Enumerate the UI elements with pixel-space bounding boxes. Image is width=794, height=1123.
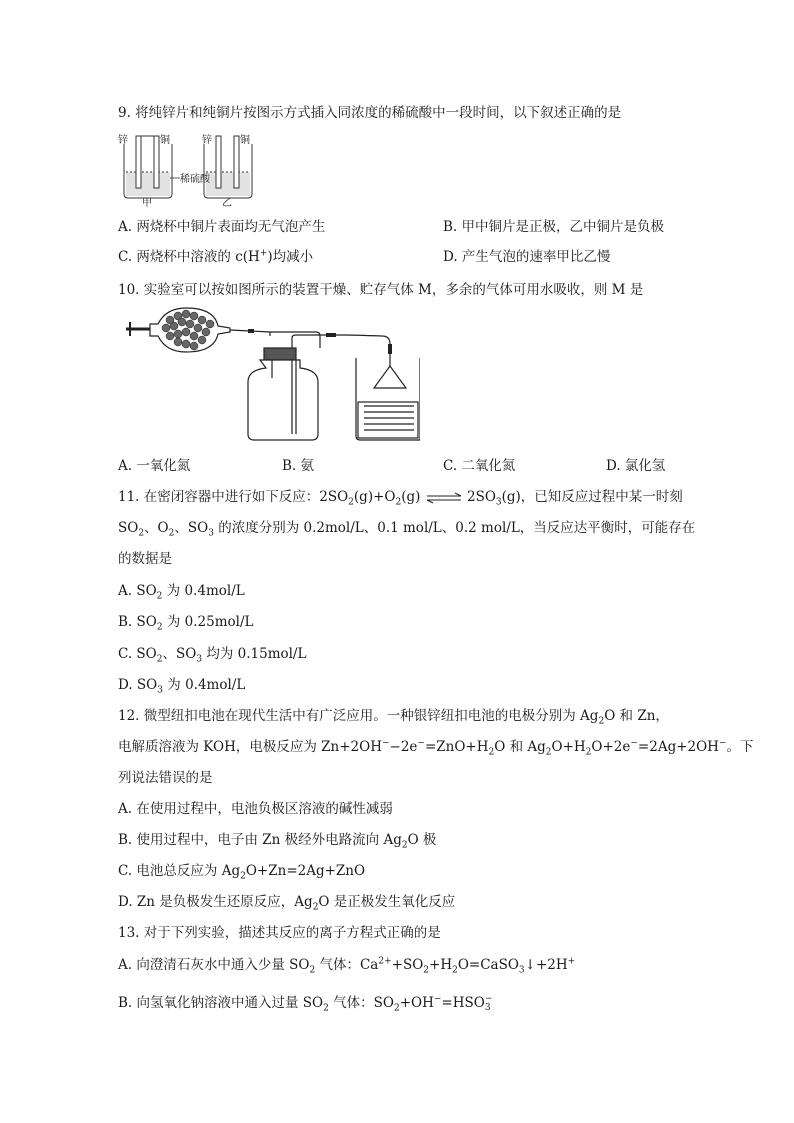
label-beaker-a: 甲 — [142, 198, 152, 207]
q11-option-c: C. $SO_2$、$SO_3$ 均为 0.15mol/L — [118, 646, 307, 665]
q9-option-a: A. 两烧杯中铜片表面均无气泡产生 — [118, 219, 326, 235]
q9-stem: 9. 将纯锌片和纯铜片按图示方式插入同浓度的稀硫酸中一段时间，以下叙述正确的是 — [118, 105, 622, 121]
label-acid: 稀硫酸 — [180, 174, 210, 185]
q9-option-b: B. 甲中铜片是正极，乙中铜片是负极 — [443, 219, 665, 235]
q10-option-d: D. 氯化氢 — [606, 458, 666, 474]
q10-option-b: B. 氨 — [282, 458, 315, 474]
q13-option-b: B. 向氢氧化钠溶液中通入过量 $SO_2$ 气体：$SO_2+OH^-=HSO$ − 3 — [118, 993, 493, 1014]
q9-figure-beakers — [118, 132, 268, 207]
q10-option-a: A. 一氧化氮 — [118, 458, 191, 474]
q12-option-d: D. Zn 是负极发生还原反应，$Ag_2O$ 是正极发生氧化反应 — [118, 894, 456, 913]
label-beaker-b: 乙 — [222, 198, 232, 207]
q9-option-c: C. 两烧杯中溶液的 c(H+)均减小 — [118, 248, 314, 265]
label-zinc: 锌 — [118, 135, 128, 146]
q12-line3: 列说法错误的是 — [118, 770, 213, 786]
q12-option-b: B. 使用过程中，电子由 Zn 极经外电路流向 $Ag_2O$ 极 — [118, 832, 437, 851]
label-copper: 铜 — [160, 135, 170, 146]
equilibrium-arrow-icon — [425, 492, 463, 504]
q11-line3: 的数据是 — [118, 551, 172, 567]
q11-line2: $SO_2$、$O_2$、$SO_3$ 的浓度分别为 0.2mol/L、0.1 mol/L、0.2 mol/L，当反应达平衡时，可能存在 — [118, 520, 696, 539]
q10-figure-apparatus — [120, 302, 420, 444]
q9-option-d: D. 产生气泡的速率甲比乙慢 — [443, 249, 611, 265]
q12-option-c: C. 电池总反应为 $Ag_2O+Zn=2Ag+ZnO$ — [118, 863, 366, 882]
label-zinc2: 锌 — [202, 135, 212, 146]
q11-option-d: D. $SO_3$ 为 0.4mol/L — [118, 677, 246, 696]
q13-option-a: A. 向澄清石灰水中通入少量 $SO_2$ 气体：$Ca^{2+}+SO_2+H_2O=CaSO_3↓+2H^+$ — [118, 956, 576, 976]
q12-line1: 12. 微型纽扣电池在现代生活中有广泛应用。一种银锌纽扣电池的电极分别为 $Ag_2O$ 和 Zn， — [118, 708, 669, 727]
q13-stem: 13. 对于下列实验，描述其反应的离子方程式正确的是 — [118, 925, 441, 941]
q12-option-a: A. 在使用过程中，电池负极区溶液的碱性减弱 — [118, 801, 393, 817]
q11-option-a: A. $SO_2$ 为 0.4mol/L — [118, 583, 245, 602]
q10-option-c: C. 二氧化氮 — [443, 458, 516, 474]
q12-line2: 电解质溶液为 KOH，电极反应为 $Zn+2OH^--2e^-=ZnO+H_2O$ 和 $Ag_2O+H_2O+2e^-=2Ag+2OH^-$。下 — [118, 738, 754, 758]
label-copper2: 铜 — [240, 135, 250, 146]
q11-option-b: B. $SO_2$ 为 0.25mol/L — [118, 614, 254, 633]
q11-line1: 11. 在密闭容器中进行如下反应：$2SO_2(g)+O_2(g)$ $2SO_3(g)$，已知反应过程中某一时刻 — [118, 489, 683, 508]
q10-stem: 10. 实验室可以按如图所示的装置干燥、贮存气体 M，多余的气体可用水吸收，则 M 是 — [118, 282, 644, 298]
